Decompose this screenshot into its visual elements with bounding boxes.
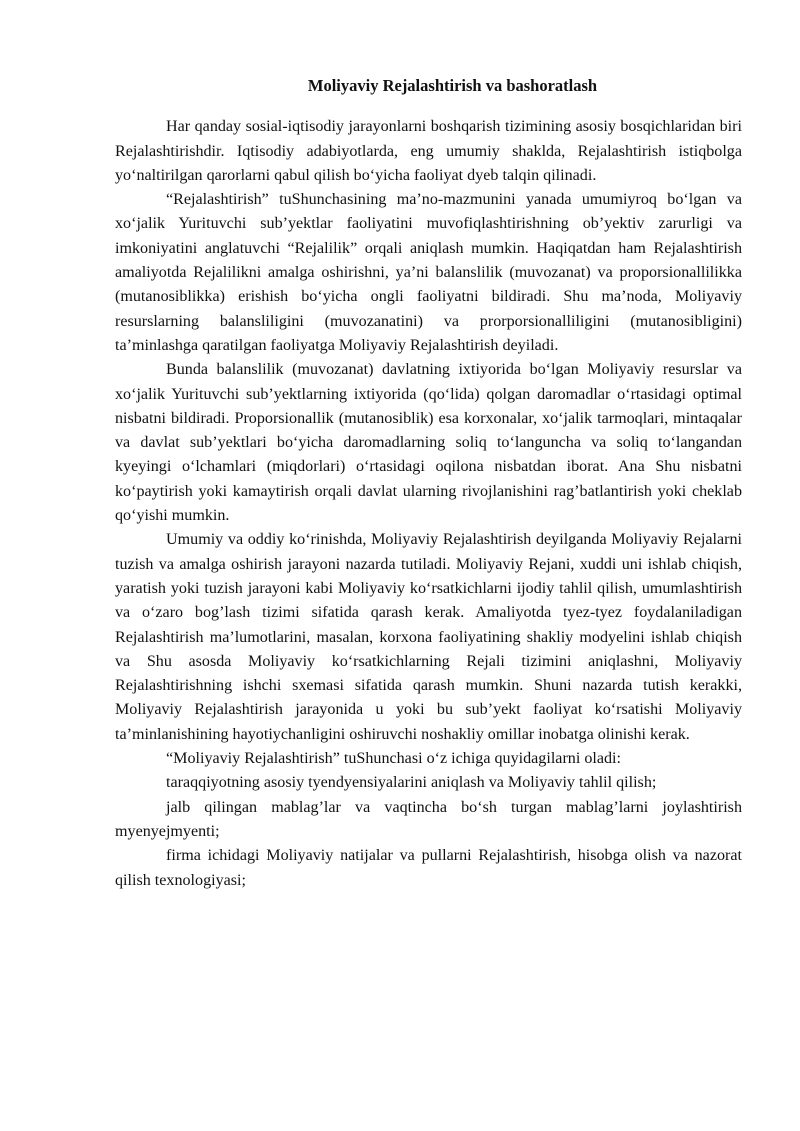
document-page: [115, 70, 742, 893]
paragraph-2: “Rejalashtirish” tuShunchasining maʼno-mazmunini yanada umumiyroq boʻlgan va xoʻjalik Yurituvchi subʼyektlar faoliyatini muvofiqlashtirishning obʼyektiv zarurligi va imkoniyatini anglatuvchi “Rejalilik” orqali aniqlash mumkin. Haqiqatdan ham Rejalashtirish amaliyotda Rejalilikni amalga oshirishni, yaʼni balanslilik (muvozanat) va proporsionallilikka (mutanosiblikka) erishish boʻyicha ongli faoliyatni bildiradi. Shu maʼnoda, Moliyaviy resurslarning balansliligini (muvozanatini) va prorporsionalliligini (mutanosibligini) taʼminlashga qaratilgan faoliyatga Moliyaviy Rejalashtirish deyiladi.: [115, 191, 742, 354]
paragraph-1: Har qanday sosial-iqtisodiy jarayonlarni boshqarish tizimining asosiy bosqichlaridan biri Rejalashtirishdir. Iqtisodiy adabiyotlarda, eng umumiy shaklda, Rejalashtirish istiqbolga yoʻnaltirilgan qarorlarni qabul qilish boʻyicha faoliyat dyeb talqin qilinadi.: [115, 118, 742, 184]
list-item-1: taraqqiyotning asosiy tyendyensiyalarini aniqlash va Moliyaviy tahlil qilish;: [166, 774, 657, 792]
paragraph-5: “Moliyaviy Rejalashtirish” tuShunchasi oʻz ichiga quyidagilarni oladi:: [166, 750, 621, 768]
paragraph-4: Umumiy va oddiy koʻrinishda, Moliyaviy Rejalashtirish deyilganda Moliyaviy Rejalarni tuzish va amalga oshirish jarayoni nazarda tutiladi. Moliyaviy Rejani, xuddi uni ishlab chiqish, yaratish yoki tuzish jarayoni kabi Moliyaviy koʻrsatkichlarni ijodiy tahlil qilish, umumlashtirish va oʻzaro bogʼlash tizimi sifatida qarash kerak. Amaliyotda tyez-tyez foydalaniladigan Rejalashtirish maʼlumotlarini, masalan, korxona faoliyatining shakliy modyelini ishlab chiqish va Shu asosda Moliyaviy koʻrsatkichlarning Rejali tizimini aniqlashni, Moliyaviy Rejalashtirishning ishchi sxemasi sifatida qarash mumkin. Shuni nazarda tutish kerakki, Moliyaviy Rejalashtirish jarayonida u yoki bu subʼyekt faoliyat koʻrsatishi Moliyaviy taʼminlanishining hayotiychanligini oshiruvchi noshakliy omillar inobatga olinishi kerak.: [115, 531, 742, 743]
list-item-2: jalb qilingan mablagʼlar va vaqtincha boʻsh turgan mablagʼlarni joylashtirish myenyejmyenti;: [115, 798, 742, 840]
list-item-3: firma ichidagi Moliyaviy natijalar va pullarni Rejalashtirish, hisobga olish va nazorat qilish texnologiyasi;: [115, 847, 742, 889]
paragraph-3: Bunda balanslilik (muvozanat) davlatning ixtiyorida boʻlgan Moliyaviy resurslar va xoʻjalik Yurituvchi subʼyektlarning ixtiyorida (qoʻlida) qolgan daromadlar oʻrtasidagi optimal nisbatni bildiradi. Proporsionallik (mutanosiblik) esa korxonalar, xoʻjalik tarmoqlari, mintaqalar va davlat subʼyektlari boʻyicha daromadlarning soliq toʻlanguncha va soliq toʻlangandan kyeyingi oʻlchamlari (miqdorlari) oʻrtasidagi oqilona nisbatdan iborat. Ana Shu nisbatni koʻpaytirish yoki kamaytirish orqali davlat ularning rivojlanishini ragʼbatlantirish yoki cheklab qoʻyishi mumkin.: [115, 361, 742, 525]
document-title: Moliyaviy Rejalashtirish va bashoratlash: [307, 76, 598, 95]
